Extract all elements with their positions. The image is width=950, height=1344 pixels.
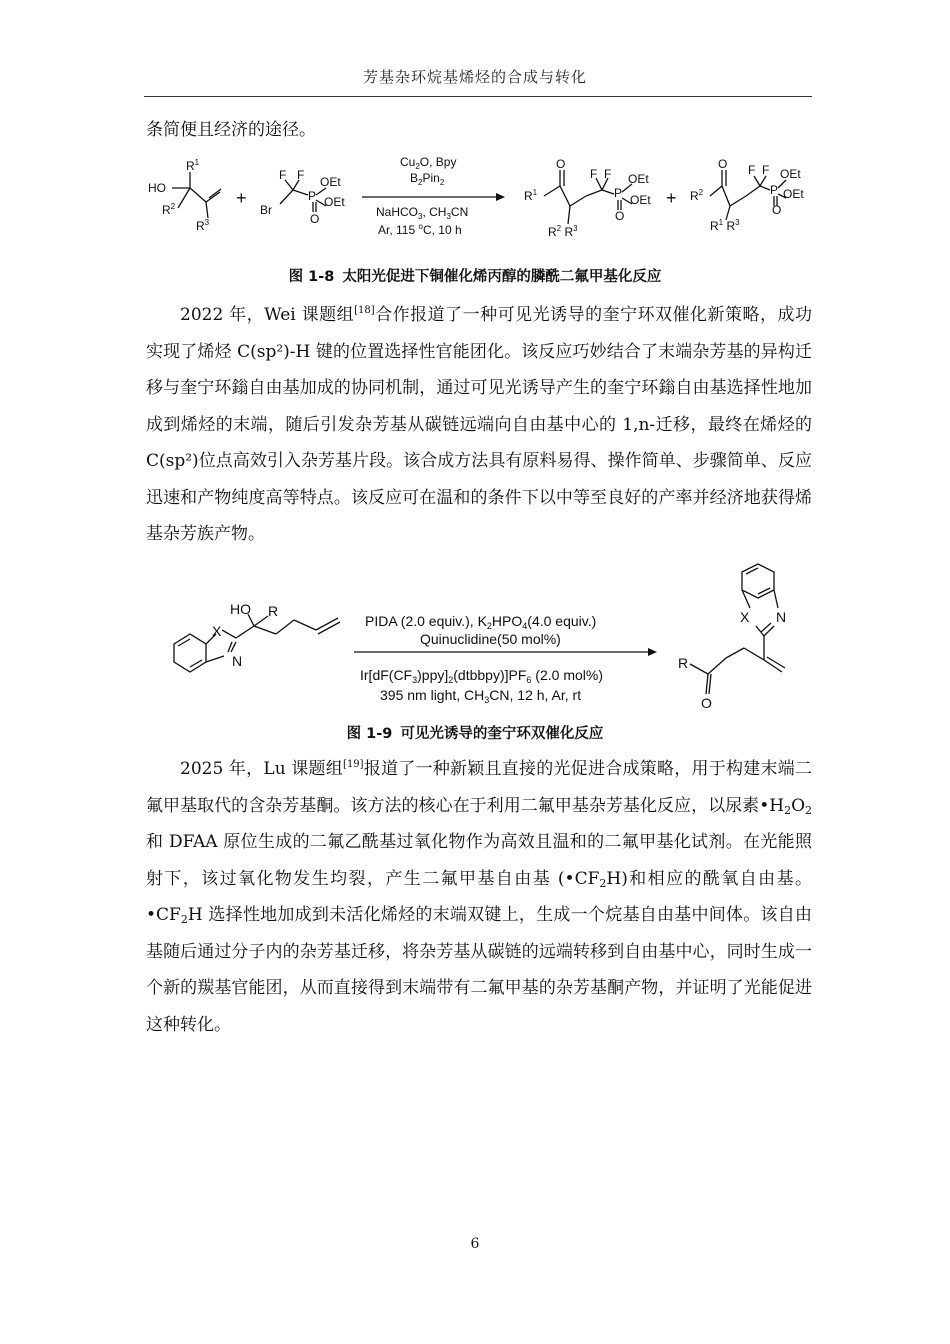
label-f: F xyxy=(604,167,612,181)
label-o: O xyxy=(701,695,712,710)
label-f: F xyxy=(279,168,287,182)
label-oet: OEt xyxy=(780,167,801,181)
label-f: F xyxy=(748,163,756,177)
label-o: O xyxy=(772,203,782,217)
label-x: X xyxy=(740,609,750,625)
figure-1-9-scheme xyxy=(160,560,800,710)
label-o: O xyxy=(556,157,566,171)
condition-catalyst: Quinuclidine(50 mol%) xyxy=(420,631,561,647)
page-number: 6 xyxy=(470,1236,480,1252)
condition-temp-time: Ar, 115 $^o$C, 10 h xyxy=(378,222,462,237)
figure-1-8-caption: 图 1-8 太阳光促进下铜催化烯丙醇的膦酰二氟甲基化反应 xyxy=(288,269,662,285)
label-ho: HO xyxy=(148,181,166,195)
condition-base-solvent: NaHCO$_3$, $CH_3CN$ xyxy=(376,205,469,221)
label-br: Br xyxy=(260,203,272,217)
label-ho: HO xyxy=(230,601,251,617)
label-oet: OEt xyxy=(630,193,651,207)
label-f: F xyxy=(762,163,770,177)
header-rule xyxy=(144,96,812,97)
condition-photocatalyst: $Ir[dF(CF_3)ppy]_2(dtbbpy)]PF_6$ (2.0 mol%) xyxy=(360,667,603,685)
condition-light: 395 nm light, $CH_3CN$, 12 h, Ar, rt xyxy=(380,687,582,705)
plus-sign-2: + xyxy=(666,188,677,208)
figure-1-8-scheme xyxy=(140,150,820,258)
condition-reagent: $B_2Pin_2$ xyxy=(410,171,445,187)
plus-sign-1: + xyxy=(236,188,247,208)
condition-oxidant-base: PIDA (2.0 equiv.), $K_2HPO_4(4.0$ equiv.) xyxy=(365,613,597,631)
label-o: O xyxy=(615,209,625,223)
label-r: R xyxy=(268,603,279,619)
paragraph-intro: 条简便且经济的途径。 xyxy=(146,120,316,140)
label-f: F xyxy=(297,168,305,182)
label-oet: OEt xyxy=(320,175,341,189)
label-p: P xyxy=(770,183,779,197)
label-oet: OEt xyxy=(628,172,649,186)
label-p: P xyxy=(308,189,317,203)
label-r1: $R^1$ xyxy=(524,188,538,203)
label-r3: $R^3$ xyxy=(196,218,210,233)
label-n: N xyxy=(776,609,787,625)
paragraph-wei: 2022 年，Wei 课题组[18]合作报道了一种可见光诱导的奎宁环双催化新策略，成功实现了烯烃 C(sp²)-H 键的位置选择性官能团化。该反应巧妙结合了末端杂芳基的异构迁移与奎宁环鎓自由基加成的协同机制，通过可见光诱导产生的奎宁环鎓自由基选择性地加成到烯烃的末端，随后引发杂芳基从碳链远端向自由基中心的 1,n-迁移，最终在烯烃的 C(sp²)位点高效引入杂芳基片段。该合成方法具有原料易得、操作简单、步骤简单、反应迅速和产物纯度高等特点。该反应可在温和的条件下以中等至良好的产率并经济地获得烯基杂芳族产物。 xyxy=(146,305,813,544)
label-r2: $R^2$ xyxy=(690,188,704,203)
label-o: O xyxy=(718,157,728,171)
label-r2: $R^2$ xyxy=(162,202,176,217)
figure-1-9-caption: 图 1-9 可见光诱导的奎宁环双催化反应 xyxy=(346,726,604,742)
label-oet: OEt xyxy=(783,187,804,201)
label-p: P xyxy=(614,186,623,200)
label-r1r3: $R^1$ $R^3$ xyxy=(710,218,740,233)
label-o: O xyxy=(310,212,320,226)
label-n: N xyxy=(232,653,243,669)
label-r: R xyxy=(678,655,689,671)
label-r2r3: $R^2$ $R^3$ xyxy=(548,224,578,239)
label-r1: $R^1$ xyxy=(186,158,200,173)
label-oet: OEt xyxy=(324,195,345,209)
label-x: X xyxy=(212,623,222,639)
running-header: 芳基杂环烷基烯烃的合成与转化 xyxy=(362,68,587,86)
paragraph-lu: 2025 年，Lu 课题组[19]报道了一种新颖且直接的光促进合成策略，用于构建末端二氟甲基取代的含杂芳基酮。该方法的核心在于利用二氟甲基杂芳基化反应，以尿素$•H_2O_2$ 和 DFAA 原位生成的二氟乙酰基过氧化物作为高效且温和的二氟甲基化试剂。在光能照射下，该过氧化物发生均裂，产生二氟甲基自由基 $(•CF_2H)$和相应的酰氧自由基。$•CF_2H$ 选择性地加成到未活化烯烃的末端双键上，生成一个烷基自由基中间体。该自由基随后通过分子内的杂芳基迁移，将杂芳基从碳链的远端转移到自由基中心，同时生成一个新的羰基官能团，从而直接得到末端带有二氟甲基的杂芳基酮产物，并证明了光能促进这种转化。 xyxy=(146,759,813,1035)
condition-catalyst: $Cu_2O$, Bpy xyxy=(400,155,457,171)
label-f: F xyxy=(590,167,598,181)
